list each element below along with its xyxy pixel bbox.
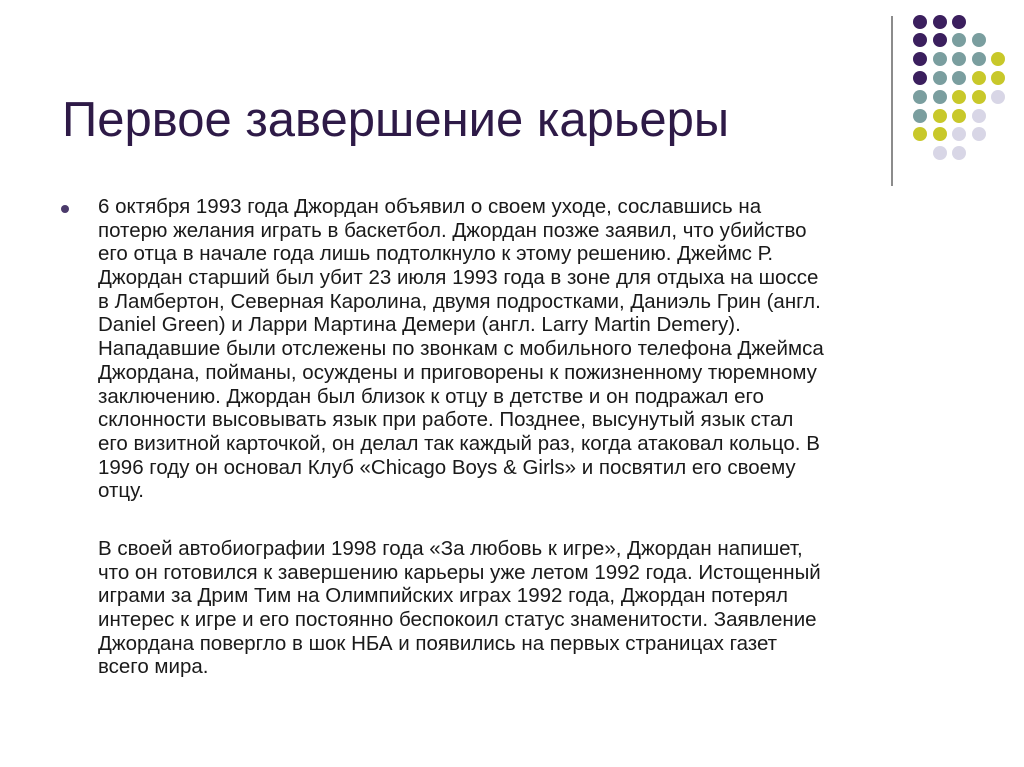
paragraph-1 bbox=[98, 195, 978, 503]
text-line: 1996 году он основал Клуб «Chicago Boys & Girls» и посвятил его своему bbox=[98, 455, 796, 479]
text-line: что он готовился к завершению карьеры уже летом 1992 года. Истощенный bbox=[98, 560, 821, 584]
text-line: Джордана, пойманы, осуждены и приговорены к пожизненному тюремному bbox=[98, 360, 817, 384]
decorative-dot bbox=[972, 127, 986, 141]
text-line: Джордана повергло в шок НБА и появились на первых страницах газет bbox=[98, 631, 778, 655]
decorative-dot bbox=[952, 71, 966, 85]
decorative-dot bbox=[913, 33, 927, 47]
decorative-dot bbox=[952, 127, 966, 141]
decorative-dot bbox=[972, 109, 986, 123]
decorative-dot bbox=[972, 33, 986, 47]
decorative-dot bbox=[933, 33, 947, 47]
decorative-dot bbox=[933, 71, 947, 85]
decorative-dot bbox=[972, 90, 986, 104]
decorative-dot bbox=[933, 52, 947, 66]
text-line: склонности высовывать язык при работе. Позднее, высунутый язык стал bbox=[98, 408, 794, 432]
slide-title: Первое завершение карьеры bbox=[62, 93, 730, 147]
decorative-dot bbox=[952, 15, 966, 29]
text-line: интерес к игре и его постоянно беспокоил статус знаменитости. Заявление bbox=[98, 608, 817, 631]
decorative-dot bbox=[913, 90, 927, 104]
decorative-dot bbox=[952, 33, 966, 47]
decorative-dot bbox=[952, 90, 966, 104]
text-line: отцу. bbox=[98, 479, 144, 503]
decorative-dot bbox=[991, 71, 1005, 85]
text-line: В своей автобиографии 1998 года «За любовь к игре», Джордан напишет, bbox=[98, 536, 803, 560]
paragraph-gap bbox=[98, 503, 978, 537]
decorative-divider-line bbox=[891, 16, 893, 186]
decorative-dot bbox=[933, 15, 947, 29]
text-line: Daniel Green) и Ларри Мартина Демери (англ. Larry Martin Demery). bbox=[98, 313, 741, 337]
text-line: потерю желания играть в баскетбол. Джордан позже заявил, что убийство bbox=[98, 218, 807, 242]
decorative-dot bbox=[913, 52, 927, 66]
decorative-dot bbox=[913, 109, 927, 123]
text-line: всего мира. bbox=[98, 655, 209, 679]
text-line: его отца в начале года лишь подтолкнуло к этому решению. Джеймс Р. bbox=[98, 242, 774, 266]
decorative-dot bbox=[913, 15, 927, 29]
decorative-dot bbox=[991, 90, 1005, 104]
paragraph-2 bbox=[98, 537, 978, 679]
text-line: его визитной карточкой, он делал так каждый раз, когда атаковал кольцо. В bbox=[98, 431, 820, 455]
decorative-dot bbox=[913, 127, 927, 141]
decorative-dot bbox=[913, 71, 927, 85]
text-line: заключению. Джордан был близок к отцу в детстве и он подражал его bbox=[98, 384, 764, 408]
decorative-dot bbox=[991, 52, 1005, 66]
text-line: 6 октября 1993 года Джордан объявил о своем уходе, сославшись на bbox=[98, 195, 762, 218]
text-line: Нападавшие были отслежены по звонкам с мобильного телефона Джеймса bbox=[98, 337, 824, 361]
slide-body-text bbox=[98, 195, 978, 679]
decorative-dot bbox=[933, 127, 947, 141]
decorative-dot bbox=[972, 71, 986, 85]
bullet-icon bbox=[61, 205, 69, 213]
decorative-dot bbox=[952, 52, 966, 66]
decorative-dot bbox=[952, 146, 966, 160]
decorative-dot bbox=[933, 109, 947, 123]
decorative-dot bbox=[933, 146, 947, 160]
decorative-dot bbox=[952, 109, 966, 123]
decorative-dot bbox=[933, 90, 947, 104]
decorative-dot bbox=[972, 52, 986, 66]
text-line: в Ламбертон, Северная Каролина, двумя подростками, Даниэль Грин (англ. bbox=[98, 289, 821, 313]
text-line: играми за Дрим Тим на Олимпийских играх 1992 года, Джордан потерял bbox=[98, 584, 788, 608]
text-line: Джордан старший был убит 23 июля 1993 года в зоне для отдыха на шоссе bbox=[98, 266, 819, 290]
